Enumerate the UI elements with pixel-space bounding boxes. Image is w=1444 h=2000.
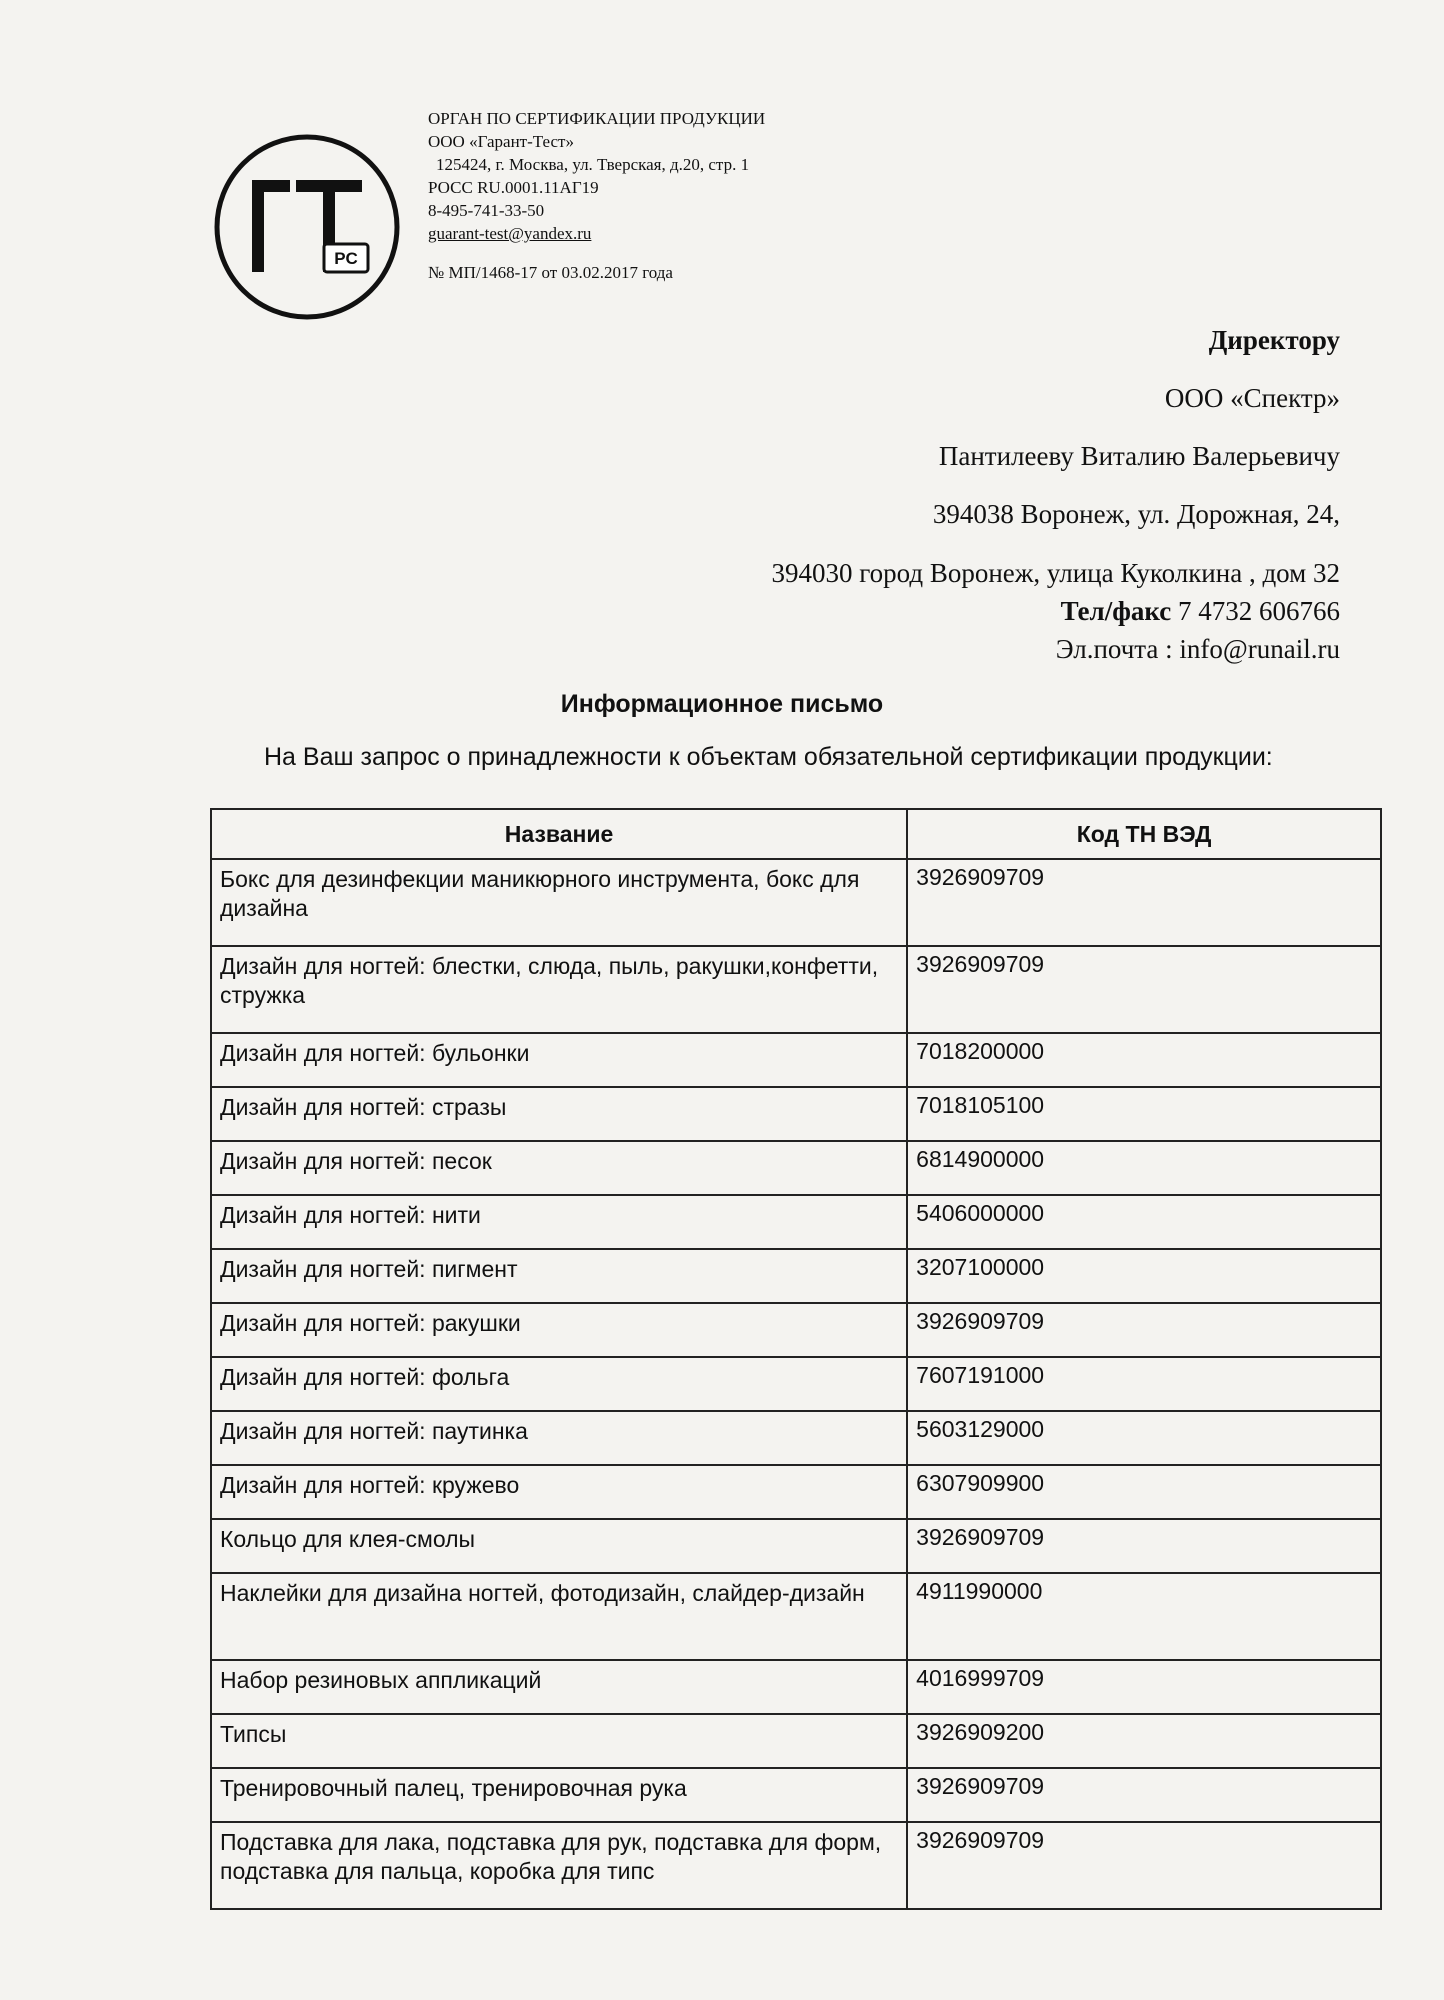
addressee-position: Директору xyxy=(1208,325,1340,355)
product-code-cell: 7607191000 xyxy=(907,1357,1381,1411)
org-registration: РОСС RU.0001.11АГ19 xyxy=(428,178,599,197)
product-code-cell: 3926909709 xyxy=(907,1303,1381,1357)
product-name-cell: Дизайн для ногтей: бульонки xyxy=(211,1033,907,1087)
product-name-cell: Дизайн для ногтей: стразы xyxy=(211,1087,907,1141)
product-code-cell: 6307909900 xyxy=(907,1465,1381,1519)
table-row xyxy=(211,1573,1381,1660)
addressee-company: ООО «Спектр» xyxy=(1164,383,1340,413)
table-row xyxy=(211,1303,1381,1357)
product-code-cell: 3926909709 xyxy=(907,859,1381,946)
product-name-cell: Дизайн для ногтей: нити xyxy=(211,1195,907,1249)
product-name-cell: Дизайн для ногтей: паутинка xyxy=(211,1411,907,1465)
svg-text:PC: PC xyxy=(334,249,358,268)
product-name-cell: Набор резиновых аппликаций xyxy=(211,1660,907,1714)
product-name-cell: Дизайн для ногтей: ракушки xyxy=(211,1303,907,1357)
table-row xyxy=(211,1033,1381,1087)
product-name-cell: Типсы xyxy=(211,1714,907,1768)
letter-number: № МП/1468-17 от 03.02.2017 года xyxy=(428,263,673,282)
table-body xyxy=(211,859,1381,1909)
org-email: guarant-test@yandex.ru xyxy=(428,224,592,243)
product-code-cell: 7018105100 xyxy=(907,1087,1381,1141)
product-code-cell: 3926909709 xyxy=(907,1519,1381,1573)
product-name-cell: Бокс для дезинфекции маникюрного инструмента, бокс для дизайна xyxy=(211,859,907,946)
addressee-email: Эл.почта : info@runail.ru xyxy=(1055,634,1340,664)
column-header-code: Код ТН ВЭД xyxy=(907,809,1381,859)
table-row xyxy=(211,859,1381,946)
product-name-cell: Дизайн для ногтей: пигмент xyxy=(211,1249,907,1303)
phone-label: Тел/факс xyxy=(1060,596,1172,626)
product-code-cell: 3207100000 xyxy=(907,1249,1381,1303)
product-name-cell: Наклейки для дизайна ногтей, фотодизайн, слайдер-дизайн xyxy=(211,1573,907,1660)
org-address: 125424, г. Москва, ул. Тверская, д.20, стр. 1 xyxy=(436,155,750,174)
product-code-cell: 5603129000 xyxy=(907,1411,1381,1465)
products-table xyxy=(210,808,1382,1910)
product-code-cell: 4911990000 xyxy=(907,1573,1381,1660)
product-name-cell: Дизайн для ногтей: кружево xyxy=(211,1465,907,1519)
product-code-cell: 3926909709 xyxy=(907,946,1381,1033)
table-row xyxy=(211,946,1381,1033)
table-row xyxy=(211,1195,1381,1249)
product-code-cell: 3926909709 xyxy=(907,1822,1381,1909)
org-phone: 8-495-741-33-50 xyxy=(428,201,545,220)
product-code-cell: 7018200000 xyxy=(907,1033,1381,1087)
table-row xyxy=(211,1714,1381,1768)
organization-header xyxy=(428,107,848,284)
product-name-cell: Кольцо для клея-смолы xyxy=(211,1519,907,1573)
table-row xyxy=(211,1519,1381,1573)
product-name-cell: Тренировочный палец, тренировочная рука xyxy=(211,1768,907,1822)
letter-title: Информационное письмо xyxy=(560,690,884,718)
table-header-row xyxy=(211,809,1381,859)
letter-intro: На Ваш запрос о принадлежности к объектам обязательной сертификации продукции: xyxy=(264,743,1273,771)
product-code-cell: 5406000000 xyxy=(907,1195,1381,1249)
addressee-block xyxy=(771,325,1340,664)
product-name-cell: Дизайн для ногтей: блестки, слюда, пыль, ракушки,конфетти, стружка xyxy=(211,946,907,1033)
addressee-person: Пантилееву Виталию Валерьевичу xyxy=(938,441,1340,471)
org-title: ОРГАН ПО СЕРТИФИКАЦИИ ПРОДУКЦИИ xyxy=(428,109,766,128)
addressee-address-1: 394038 Воронеж, ул. Дорожная, 24, xyxy=(932,499,1340,529)
product-name-cell: Подставка для лака, подставка для рук, подставка для форм, подставка для пальца, коробка для типс xyxy=(211,1822,907,1909)
addressee-address-2: 394030 город Воронеж, улица Куколкина , дом 32 xyxy=(771,558,1340,588)
product-code-cell: 3926909200 xyxy=(907,1714,1381,1768)
product-name-cell: Дизайн для ногтей: песок xyxy=(211,1141,907,1195)
table-row xyxy=(211,1249,1381,1303)
table-row xyxy=(211,1768,1381,1822)
table-row xyxy=(211,1087,1381,1141)
table-row xyxy=(211,1357,1381,1411)
column-header-name: Название xyxy=(211,809,907,859)
table-row xyxy=(211,1465,1381,1519)
table-row xyxy=(211,1141,1381,1195)
table-row xyxy=(211,1822,1381,1909)
table-row xyxy=(211,1411,1381,1465)
org-name: ООО «Гарант-Тест» xyxy=(428,132,574,151)
product-code-cell: 3926909709 xyxy=(907,1768,1381,1822)
phone-value: 7 4732 606766 xyxy=(1171,596,1340,626)
addressee-phone xyxy=(771,596,1340,626)
organization-logo xyxy=(212,132,402,322)
product-name-cell: Дизайн для ногтей: фольга xyxy=(211,1357,907,1411)
product-code-cell: 4016999709 xyxy=(907,1660,1381,1714)
product-code-cell: 6814900000 xyxy=(907,1141,1381,1195)
table-row xyxy=(211,1660,1381,1714)
